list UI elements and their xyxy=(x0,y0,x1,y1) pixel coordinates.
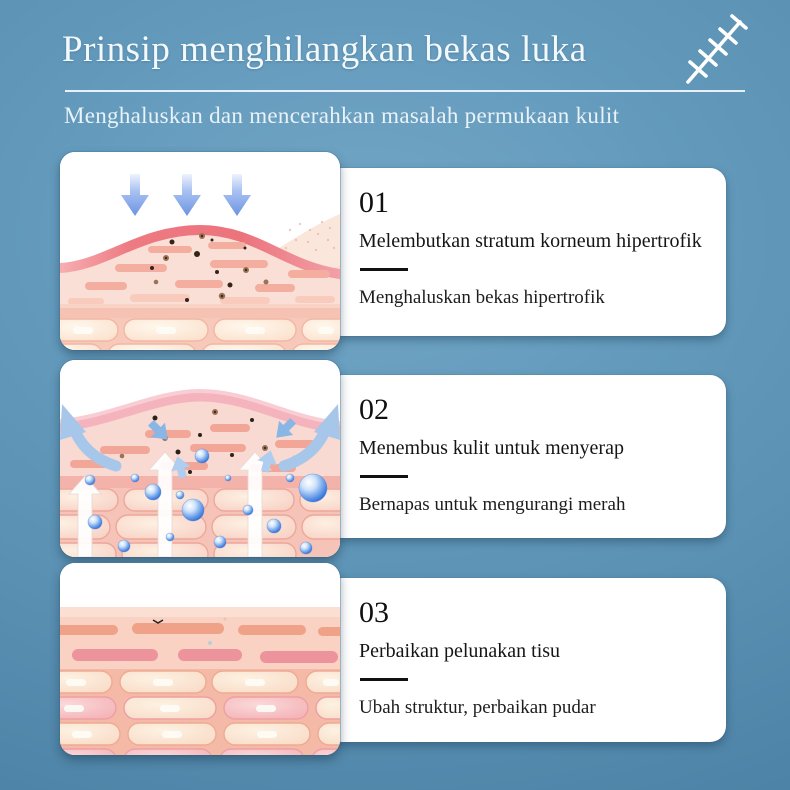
illustration-card-3 xyxy=(60,563,340,755)
step-number: 02 xyxy=(359,393,389,426)
step-card-2 xyxy=(332,375,726,538)
raised-scar-skin-illustration xyxy=(60,152,340,350)
step-subtitle: Menghaluskan bekas hipertrofik xyxy=(359,286,605,308)
repaired-flat-skin-illustration xyxy=(60,563,340,755)
step-card-1 xyxy=(332,168,726,336)
page-title: Prinsip menghilangkan bekas luka xyxy=(62,29,587,70)
step-title: Perbaikan pelunakan tisu xyxy=(359,639,561,662)
step-number: 03 xyxy=(359,596,389,629)
step-number: 01 xyxy=(359,186,389,219)
step-title: Melembutkan stratum korneum hipertrofik xyxy=(359,229,702,252)
step-subtitle: Ubah struktur, perbaikan pudar xyxy=(359,696,596,718)
step-card-3 xyxy=(332,578,726,742)
step-divider xyxy=(360,475,408,478)
header-divider xyxy=(65,90,745,92)
step-title: Menembus kulit untuk menyerap xyxy=(359,436,624,459)
step-divider xyxy=(360,268,408,271)
illustration-card-1 xyxy=(60,152,340,350)
step-divider xyxy=(360,678,408,681)
suture-stitches-icon xyxy=(678,10,762,94)
page-subtitle: Menghaluskan dan mencerahkan masalah permukaan kulit xyxy=(64,103,620,128)
skin-absorbing-serum-illustration xyxy=(60,360,340,557)
illustration-card-2 xyxy=(60,360,340,557)
step-subtitle: Bernapas untuk mengurangi merah xyxy=(359,493,626,515)
